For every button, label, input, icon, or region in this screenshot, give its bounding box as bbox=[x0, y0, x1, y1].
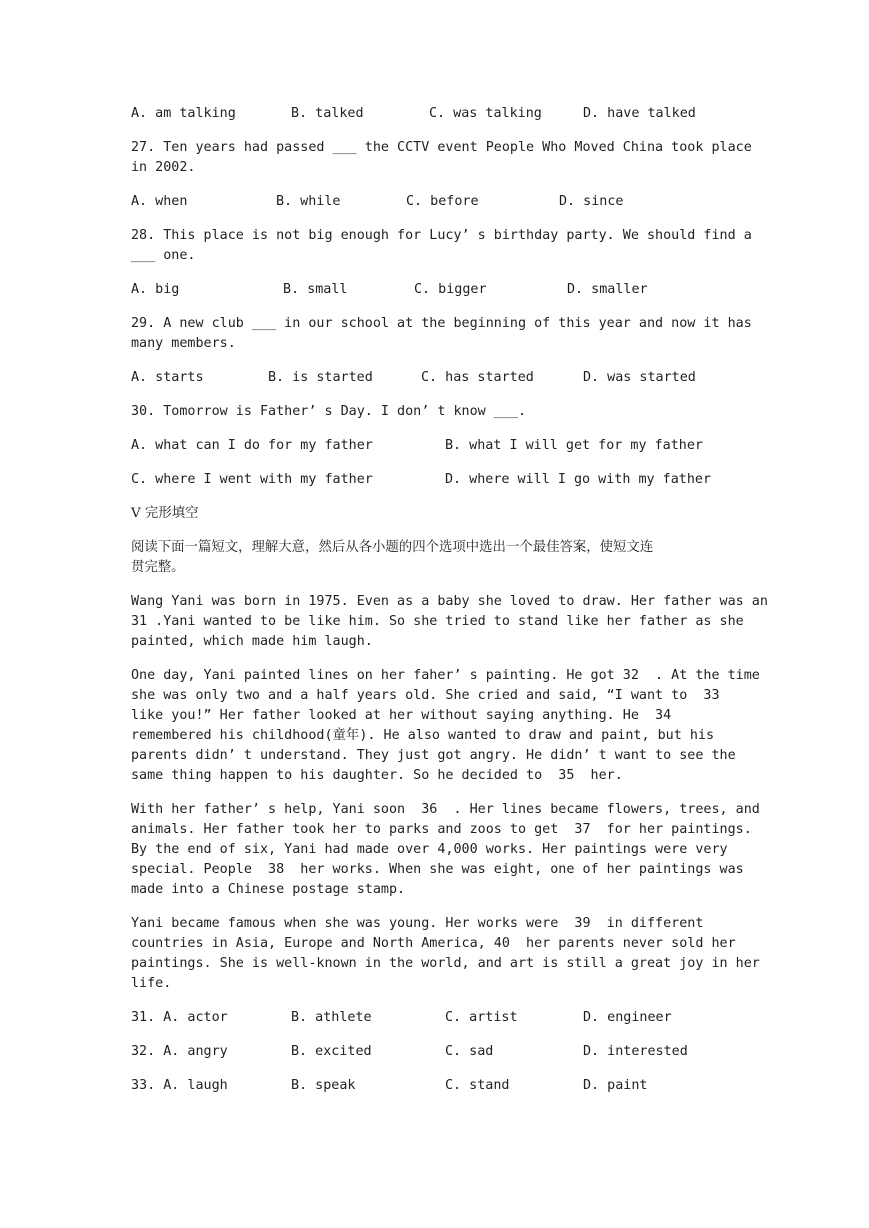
option-a: 33. A. laugh bbox=[131, 1078, 228, 1093]
option-b: B. while bbox=[276, 194, 341, 209]
passage-line: she was only two and a half years old. She cried and said, “I want to 33 bbox=[131, 688, 720, 703]
passage-paragraph-1 bbox=[131, 592, 768, 652]
option-a: A. when bbox=[131, 194, 188, 209]
option-d: D. have talked bbox=[583, 106, 696, 121]
option-b: B. speak bbox=[291, 1078, 356, 1093]
q27-stem-line2: in 2002. bbox=[131, 160, 196, 175]
option-d: D. engineer bbox=[583, 1010, 672, 1025]
passage-line: special. People 38 her works. When she was eight, one of her paintings was bbox=[131, 862, 744, 877]
option-d: D. was started bbox=[583, 370, 696, 385]
option-d: D. since bbox=[559, 194, 624, 209]
passage-line: animals. Her father took her to parks and zoos to get 37 for her paintings. bbox=[131, 822, 752, 837]
option-b: B. what I will get for my father bbox=[445, 438, 703, 453]
option-c: C. stand bbox=[445, 1078, 510, 1093]
option-c: C. has started bbox=[421, 370, 534, 385]
q29-stem-line2: many members. bbox=[131, 336, 236, 351]
option-a: A. what can I do for my father bbox=[131, 438, 373, 453]
option-a: 32. A. angry bbox=[131, 1044, 228, 1059]
passage-line: life. bbox=[131, 976, 172, 991]
q32-options bbox=[131, 1042, 741, 1062]
option-b: B. is started bbox=[268, 370, 373, 385]
option-d: D. smaller bbox=[567, 282, 648, 297]
q29-stem-line1: 29. A new club ___ in our school at the beginning of this year and now it has bbox=[131, 316, 752, 331]
passage-line: countries in Asia, Europe and North America, 40 her parents never sold her bbox=[131, 936, 736, 951]
passage-line: One day, Yani painted lines on her faher’ s painting. He got 32 . At the time bbox=[131, 668, 760, 683]
passage-line: same thing happen to his daughter. So he decided to 35 her. bbox=[131, 768, 623, 783]
section-instruction-line1: 阅读下面一篇短文，理解大意，然后从各小题的四个选项中选出一个最佳答案，使短文连 bbox=[131, 540, 654, 555]
option-b: B. athlete bbox=[291, 1010, 372, 1025]
option-a: A. starts bbox=[131, 370, 204, 385]
section-heading: V 完形填空 bbox=[131, 506, 199, 521]
q30-options-row1 bbox=[131, 436, 741, 456]
option-c: C. artist bbox=[445, 1010, 518, 1025]
option-b: B. excited bbox=[291, 1044, 372, 1059]
passage-paragraph-2 bbox=[131, 666, 760, 786]
option-c: C. where I went with my father bbox=[131, 472, 373, 487]
option-c: C. sad bbox=[445, 1044, 494, 1059]
option-a: 31. A. actor bbox=[131, 1010, 228, 1025]
q28-stem-line1: 28. This place is not big enough for Lucy’ s birthday party. We should find a bbox=[131, 228, 752, 243]
passage-paragraph-4 bbox=[131, 914, 760, 994]
q27-options bbox=[131, 192, 741, 212]
passage-line: 31 .Yani wanted to be like him. So she tried to stand like her father as she bbox=[131, 614, 744, 629]
q29-options bbox=[131, 368, 741, 388]
option-d: D. paint bbox=[583, 1078, 648, 1093]
q28-stem-line2: ___ one. bbox=[131, 248, 196, 263]
passage-line: painted, which made him laugh. bbox=[131, 634, 373, 649]
q30-options-row2 bbox=[131, 470, 741, 490]
option-d: D. where will I go with my father bbox=[445, 472, 712, 487]
exam-page bbox=[131, 104, 768, 1096]
passage-line: With her father’ s help, Yani soon 36 . Her lines became flowers, trees, and bbox=[131, 802, 760, 817]
option-a: A. am talking bbox=[131, 106, 236, 121]
q30-stem: 30. Tomorrow is Father’ s Day. I don’ t know ___. bbox=[131, 404, 527, 419]
passage-line: Wang Yani was born in 1975. Even as a baby she loved to draw. Her father was an bbox=[131, 594, 768, 609]
passage-paragraph-3 bbox=[131, 800, 760, 900]
option-d: D. interested bbox=[583, 1044, 688, 1059]
option-c: C. bigger bbox=[414, 282, 487, 297]
passage-line: Yani became famous when she was young. Her works were 39 in different bbox=[131, 916, 704, 931]
passage-line: remembered his childhood(童年). He also wanted to draw and paint, but his bbox=[131, 728, 715, 743]
q28-options bbox=[131, 280, 741, 300]
passage-line: like you!” Her father looked at her without saying anything. He 34 bbox=[131, 708, 672, 723]
passage-line: parents didn’ t understand. They just got angry. He didn’ t want to see the bbox=[131, 748, 736, 763]
passage-line: made into a Chinese postage stamp. bbox=[131, 882, 406, 897]
section-instruction-line2: 贯完整。 bbox=[131, 560, 185, 575]
q33-options bbox=[131, 1076, 741, 1096]
q27-stem-line1: 27. Ten years had passed ___ the CCTV event People Who Moved China took place bbox=[131, 140, 752, 155]
q26-options bbox=[131, 104, 741, 124]
option-c: C. was talking bbox=[429, 106, 542, 121]
option-a: A. big bbox=[131, 282, 180, 297]
passage-line: paintings. She is well-known in the world, and art is still a great joy in her bbox=[131, 956, 760, 971]
q31-options bbox=[131, 1008, 741, 1028]
passage-line: By the end of six, Yani had made over 4,000 works. Her paintings were very bbox=[131, 842, 728, 857]
option-c: C. before bbox=[406, 194, 479, 209]
option-b: B. talked bbox=[291, 106, 364, 121]
option-b: B. small bbox=[283, 282, 348, 297]
